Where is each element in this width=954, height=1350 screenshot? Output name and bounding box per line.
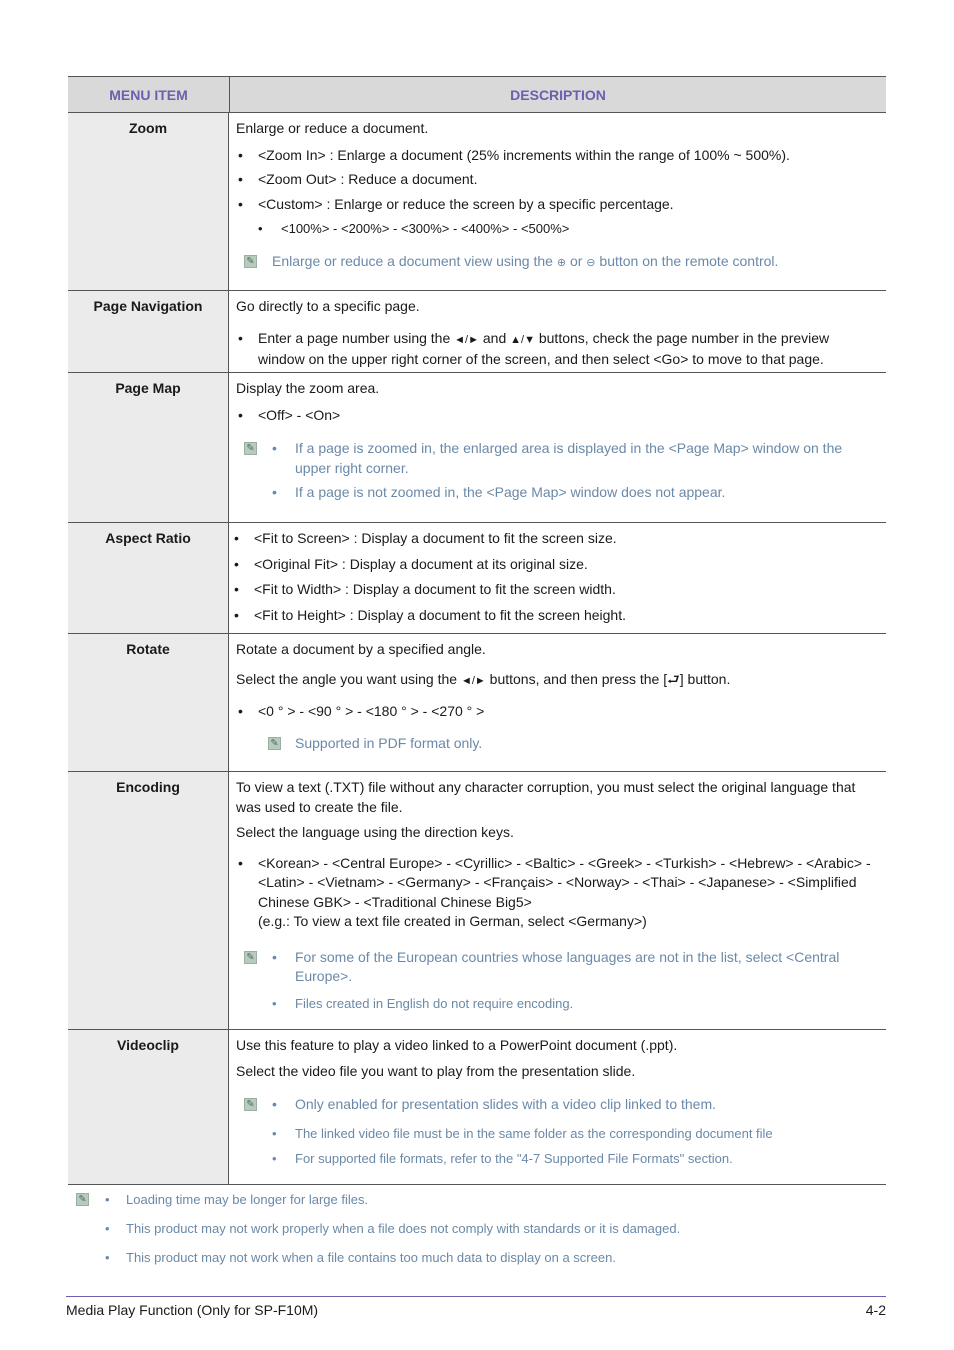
note bbox=[236, 948, 876, 1014]
list-item: • <Custom> : Enlarge or reduce the screen by a specific percentage. bbox=[236, 195, 876, 215]
menu-item-description bbox=[229, 634, 886, 771]
note-item: • For supported file formats, refer to the "4-7 Supported File Formats" section. bbox=[272, 1149, 876, 1169]
description-text: Enlarge or reduce a document. bbox=[236, 120, 429, 136]
note-item: • If a page is not zoomed in, the <Page Map> window does not appear. bbox=[272, 483, 876, 503]
note: ✎ Supported in PDF format only. bbox=[236, 734, 876, 754]
general-notes bbox=[68, 1192, 886, 1276]
description-text: Select the angle you want using the ◄/► buttons, and then press the [⮐] button. bbox=[236, 670, 731, 687]
table-row-page-map bbox=[68, 373, 886, 523]
menu-item-label: Page Map bbox=[68, 373, 229, 522]
description-text: Rotate a document by a specified angle. bbox=[236, 641, 486, 657]
left-right-arrow-icon: ◄/► bbox=[460, 674, 486, 687]
note bbox=[236, 1095, 876, 1169]
zoom-out-icon: ⊖ bbox=[586, 256, 596, 269]
note-item: • This product may not work when a file contains too much data to display on a screen. bbox=[68, 1250, 886, 1265]
note-item: • Loading time may be longer for large files. bbox=[68, 1192, 886, 1207]
note-icon: ✎ bbox=[244, 442, 257, 455]
list-item: • <Zoom Out> : Reduce a document. bbox=[236, 170, 876, 190]
list-item: • <Zoom In> : Enlarge a document (25% increments within the range of 100% ~ 500%). bbox=[236, 146, 876, 166]
list-item: • <Original Fit> : Display a document at its original size. bbox=[232, 555, 876, 575]
note-item: • Only enabled for presentation slides with a video clip linked to them. bbox=[272, 1095, 876, 1115]
note-icon: ✎ bbox=[244, 1098, 257, 1111]
note-item: • This product may not work properly when a file does not comply with standards or it is damaged. bbox=[68, 1221, 886, 1236]
menu-item-description bbox=[229, 523, 886, 633]
menu-item-label: Videoclip bbox=[68, 1030, 229, 1184]
up-down-arrow-icon: ▲/▼ bbox=[510, 333, 535, 346]
menu-item-label: Zoom bbox=[68, 113, 229, 290]
list-item: • <Fit to Screen> : Display a document to fit the screen size. bbox=[232, 529, 876, 549]
table-row-videoclip bbox=[68, 1030, 886, 1185]
description-text: Select the language using the direction keys. bbox=[236, 824, 514, 840]
note-item: • If a page is zoomed in, the enlarged area is displayed in the <Page Map> window on the upper right corner. bbox=[272, 439, 876, 478]
table-row-page-navigation bbox=[68, 291, 886, 373]
description-text: Display the zoom area. bbox=[236, 380, 380, 396]
list-item: • <100%> - <200%> - <300%> - <400%> - <500%> bbox=[236, 219, 876, 239]
description-text: Go directly to a specific page. bbox=[236, 298, 420, 314]
description-text: Select the video file you want to play from the presentation slide. bbox=[236, 1062, 636, 1079]
table-header bbox=[68, 77, 886, 113]
page-footer bbox=[66, 1296, 886, 1318]
note-item: • The linked video file must be in the same folder as the corresponding document file bbox=[272, 1124, 876, 1144]
menu-item-description bbox=[229, 772, 886, 1029]
table-row-rotate bbox=[68, 634, 886, 772]
footer-section-title: Media Play Function (Only for SP-F10M) bbox=[66, 1302, 319, 1318]
menu-item-label: Rotate bbox=[68, 634, 229, 771]
list-item: • <Fit to Width> : Display a document to fit the screen width. bbox=[232, 580, 876, 600]
menu-item-description bbox=[229, 291, 886, 372]
menu-item-label: Encoding bbox=[68, 772, 229, 1029]
menu-item-label: Page Navigation bbox=[68, 291, 229, 372]
menu-item-label: Aspect Ratio bbox=[68, 523, 229, 633]
list-item: • <Off> - <On> bbox=[236, 406, 876, 426]
page-number: 4-2 bbox=[865, 1302, 886, 1318]
table-row-zoom bbox=[68, 113, 886, 291]
menu-item-description bbox=[229, 1030, 886, 1184]
header-menu-item: MENU ITEM bbox=[68, 77, 230, 112]
table-row-encoding bbox=[68, 772, 886, 1030]
note: ✎ Enlarge or reduce a document view using the ⊕ or ⊖ button on the remote control. bbox=[236, 252, 876, 274]
enter-icon: ⮐ bbox=[667, 670, 680, 687]
menu-table bbox=[68, 76, 886, 1185]
left-right-arrow-icon: ◄/► bbox=[454, 333, 479, 346]
list-item: • <0 ° > - <90 ° > - <180 ° > - <270 ° > bbox=[236, 702, 876, 722]
note-icon: ✎ bbox=[244, 951, 257, 964]
note bbox=[236, 439, 876, 503]
list-item: • <Korean> - <Central Europe> - <Cyrillic> - <Baltic> - <Greek> - <Turkish> - <Hebrew> - <Arabic> - <Latin> - <Vietnam> - <Germany> - <Français> - <Norway> - <Thai> - <Japanese> - <Simplified Chinese GBK> - <Traditional Chinese Big5> (e.g.: To view a text file created in German, select <Germany>) bbox=[236, 854, 876, 932]
list-item: • <Fit to Height> : Display a document to fit the screen height. bbox=[232, 606, 876, 626]
note-icon: ✎ bbox=[268, 737, 281, 750]
zoom-in-icon: ⊕ bbox=[556, 256, 567, 269]
menu-item-description bbox=[229, 113, 886, 290]
table-row-aspect-ratio bbox=[68, 523, 886, 634]
list-item: • Enter a page number using the ◄/► and ▲/▼ buttons, check the page number in the preview window on the upper right corner of the screen, and then select <Go> to move to that page. bbox=[236, 329, 876, 370]
note-icon: ✎ bbox=[76, 1193, 89, 1206]
note-item: • For some of the European countries whose languages are not in the list, select <Central Europe>. bbox=[272, 948, 876, 987]
header-description: DESCRIPTION bbox=[510, 86, 606, 103]
note-icon: ✎ bbox=[244, 255, 257, 268]
description-text: To view a text (.TXT) file without any character corruption, you must select the original language that was used to create the file. bbox=[236, 779, 856, 815]
description-text: Use this feature to play a video linked to a PowerPoint document (.ppt). bbox=[236, 1037, 678, 1053]
menu-item-description bbox=[229, 373, 886, 522]
note-item: • Files created in English do not require encoding. bbox=[272, 994, 876, 1014]
